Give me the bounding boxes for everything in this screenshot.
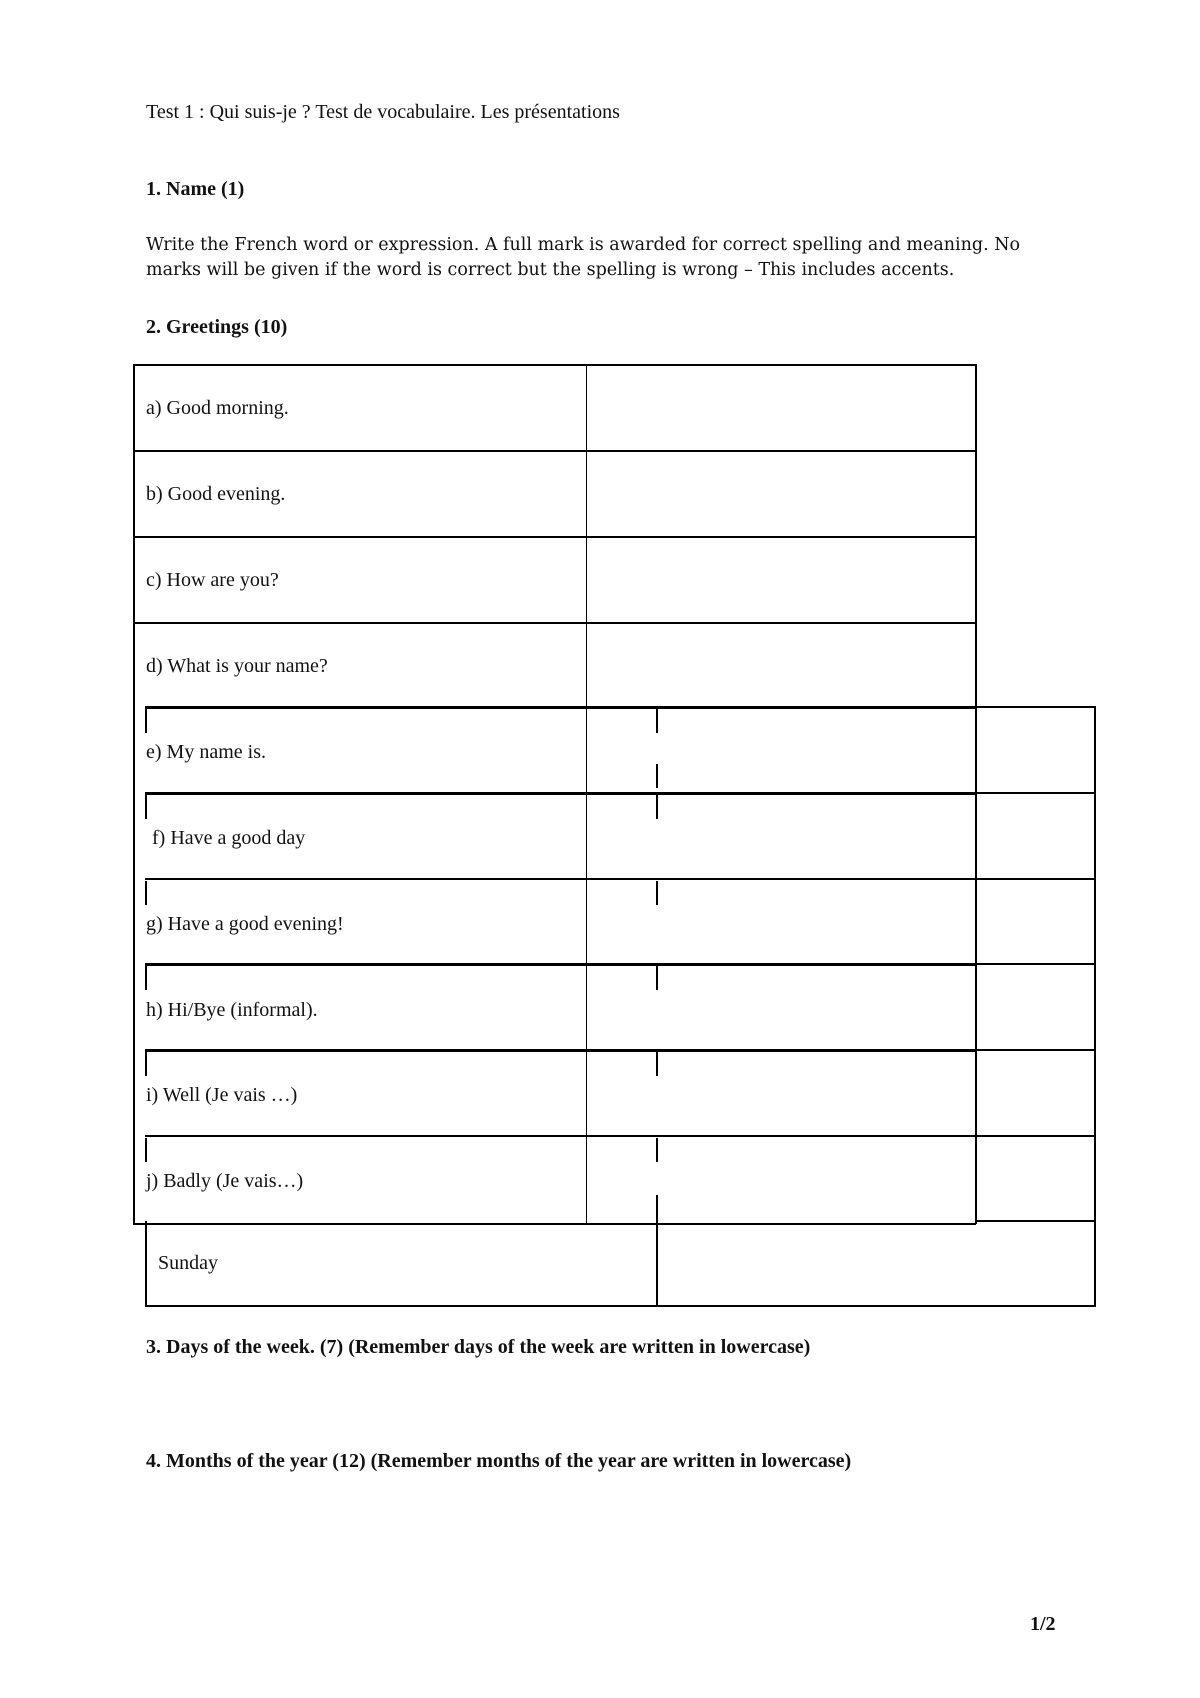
greeting-row-c: c) How are you? (146, 569, 279, 591)
days-border-top (145, 706, 1096, 708)
days-row-separator (976, 1049, 1096, 1051)
days-row-separator (976, 1135, 1096, 1137)
greeting-row-j: j) Badly (Je vais…) (146, 1170, 304, 1192)
greeting-row-e: e) My name is. (146, 741, 266, 763)
days-divider-fragment (656, 1138, 658, 1162)
days-border-left (145, 1221, 147, 1307)
page-number: 1/2 (1030, 1613, 1056, 1635)
instructions (146, 233, 1046, 283)
row-separator (145, 1135, 976, 1137)
days-column-divider (656, 1221, 658, 1307)
table-border-bottom (133, 1223, 976, 1225)
days-divider-fragment (656, 966, 658, 990)
greeting-row-i: i) Well (Je vais …) (146, 1084, 298, 1106)
section-1-heading: 1. Name (1) (146, 178, 245, 200)
greeting-row-f: f) Have a good day (152, 827, 306, 849)
days-divider-fragment (656, 1195, 658, 1221)
days-border-right (1094, 706, 1096, 1307)
greeting-row-d: d) What is your name? (146, 655, 328, 677)
table-border-left (133, 364, 135, 1224)
row-separator (145, 1049, 976, 1052)
row-separator (133, 450, 976, 452)
greeting-row-h: h) Hi/Bye (informal). (146, 999, 318, 1021)
days-row-sunday: Sunday (158, 1252, 218, 1274)
instruction-line-1: Write the French word or expression. A full mark is awarded for correct spelling and meaning. No (146, 235, 1021, 255)
days-left-fragment (145, 709, 147, 733)
table-border-top (133, 364, 976, 366)
row-separator (133, 622, 976, 624)
days-border-bottom (145, 1305, 1096, 1307)
days-divider-fragment (656, 1052, 658, 1076)
row-separator (145, 878, 976, 880)
row-separator (145, 963, 976, 966)
days-row-separator (976, 878, 1096, 880)
section-4-heading: 4. Months of the year (12) (Remember months of the year are written in lowercase) (146, 1450, 852, 1472)
days-left-fragment (145, 881, 147, 905)
days-divider-fragment (656, 881, 658, 905)
row-separator (145, 792, 976, 795)
days-left-fragment (145, 795, 147, 819)
days-left-fragment (145, 966, 147, 990)
days-row-separator (976, 1220, 1096, 1222)
days-divider-fragment (656, 709, 658, 733)
days-left-fragment (145, 1052, 147, 1076)
greeting-row-a: a) Good morning. (146, 397, 289, 419)
greeting-row-b: b) Good evening. (146, 483, 286, 505)
row-separator (133, 536, 976, 538)
days-left-fragment (145, 1138, 147, 1162)
greeting-row-g: g) Have a good evening! (146, 913, 344, 935)
days-row-separator (976, 792, 1096, 794)
section-2-heading: 2. Greetings (10) (146, 316, 288, 338)
instruction-line-2: marks will be given if the word is correct but the spelling is wrong – This includes accents. (146, 260, 955, 280)
section-3-heading: 3. Days of the week. (7) (Remember days of the week are written in lowercase) (146, 1336, 811, 1358)
days-row-separator (976, 963, 1096, 965)
document-title: Test 1 : Qui suis-je ? Test de vocabulaire. Les présentations (146, 101, 620, 123)
days-divider-fragment (656, 764, 658, 788)
days-divider-fragment (656, 795, 658, 819)
